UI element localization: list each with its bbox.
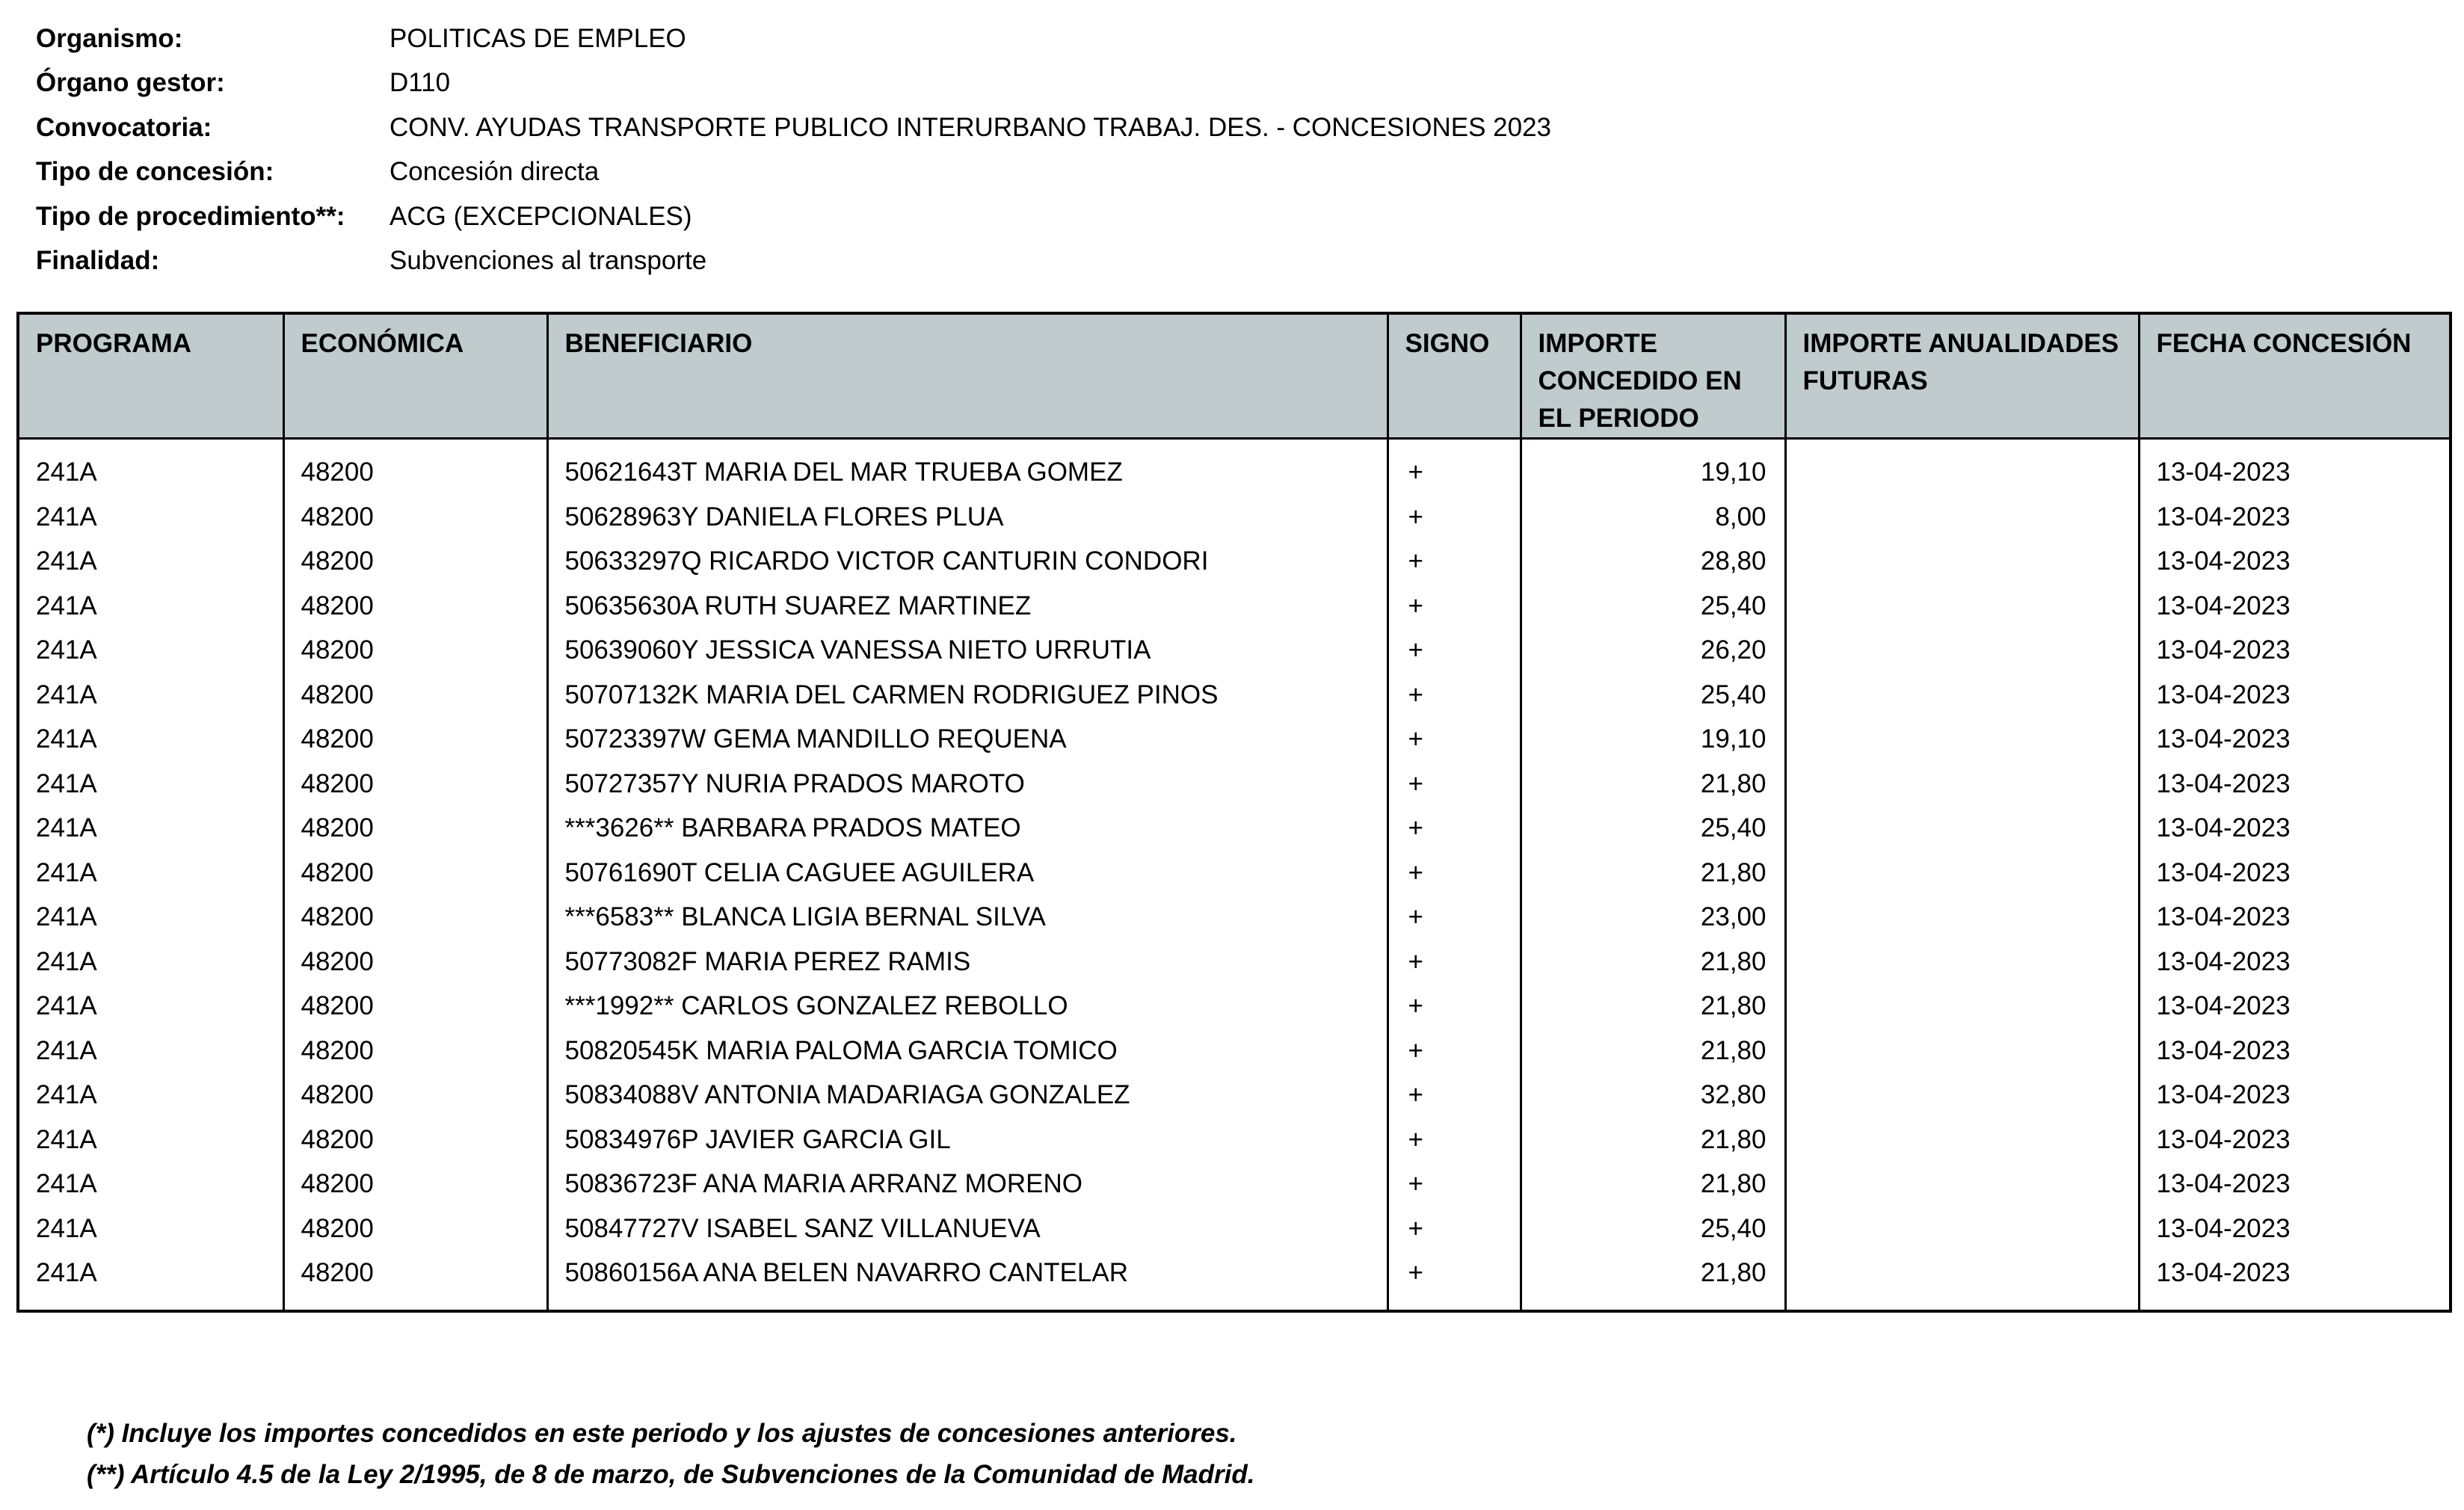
- cell-economica: 48200: [283, 539, 547, 584]
- cell-importe-futuras: [1785, 628, 2139, 673]
- cell-beneficiario: ***6583** BLANCA LIGIA BERNAL SILVA: [547, 895, 1387, 940]
- table-row: [18, 762, 2451, 807]
- cell-economica: 48200: [283, 628, 547, 673]
- cell-signo: +: [1387, 806, 1521, 851]
- table-row: [18, 439, 2451, 495]
- cell-fecha-concesion: 13-04-2023: [2139, 806, 2451, 851]
- cell-importe-futuras: [1785, 439, 2139, 495]
- header-row-finalidad: [36, 239, 1551, 284]
- cell-importe-futuras: [1785, 717, 2139, 762]
- cell-importe-concedido: 23,00: [1521, 895, 1785, 940]
- table-row: [18, 1162, 2451, 1207]
- cell-signo: +: [1387, 1029, 1521, 1073]
- cell-signo: +: [1387, 673, 1521, 718]
- table-row: [18, 1207, 2451, 1251]
- field-value: CONV. AYUDAS TRANSPORTE PUBLICO INTERURBANO TRABAJ. DES. - CONCESIONES 2023: [389, 112, 1552, 142]
- table-row: [18, 673, 2451, 718]
- cell-importe-futuras: [1785, 1029, 2139, 1073]
- cell-programa: 241A: [36, 857, 97, 887]
- cell-fecha-concesion: 13-04-2023: [2139, 1073, 2451, 1118]
- cell-importe-futuras: [1785, 539, 2139, 584]
- cell-economica: 48200: [283, 1251, 547, 1295]
- cell-importe-concedido: 21,80: [1521, 984, 1785, 1029]
- table-row: [18, 851, 2451, 896]
- cell-fecha-concesion: 13-04-2023: [2139, 717, 2451, 762]
- field-label: Tipo de procedimiento**:: [36, 201, 345, 231]
- cell-beneficiario: 50628963Y DANIELA FLORES PLUA: [547, 495, 1387, 540]
- footnotes: [87, 1413, 1254, 1495]
- table-row: [18, 584, 2451, 629]
- cell-beneficiario: 50834976P JAVIER GARCIA GIL: [547, 1118, 1387, 1162]
- cell-programa: 241A: [36, 591, 97, 620]
- cell-importe-concedido: 19,10: [1521, 717, 1785, 762]
- table-row: [18, 1118, 2451, 1162]
- cell-importe-futuras: [1785, 1118, 2139, 1162]
- cell-signo: +: [1387, 940, 1521, 984]
- cell-importe-futuras: [1785, 806, 2139, 851]
- cell-beneficiario: 50834088V ANTONIA MADARIAGA GONZALEZ: [547, 1073, 1387, 1118]
- footnote-importes: (*) Incluye los importes concedidos en este periodo y los ajustes de concesiones anteriores.: [87, 1419, 1237, 1448]
- table-row: [18, 1251, 2451, 1295]
- cell-fecha-concesion: 13-04-2023: [2139, 851, 2451, 896]
- cell-beneficiario: 50727357Y NURIA PRADOS MAROTO: [547, 762, 1387, 807]
- column-header-fecha-concesion: FECHA CONCESIÓN: [2139, 313, 2451, 439]
- table-row: [18, 895, 2451, 940]
- column-header-signo: SIGNO: [1387, 313, 1521, 439]
- cell-beneficiario: 50761690T CELIA CAGUEE AGUILERA: [547, 851, 1387, 896]
- cell-importe-futuras: [1785, 895, 2139, 940]
- cell-beneficiario: 50847727V ISABEL SANZ VILLANUEVA: [547, 1207, 1387, 1251]
- cell-fecha-concesion: 13-04-2023: [2139, 895, 2451, 940]
- cell-beneficiario: 50723397W GEMA MANDILLO REQUENA: [547, 717, 1387, 762]
- cell-fecha-concesion: 13-04-2023: [2139, 495, 2451, 540]
- table-row: [18, 539, 2451, 584]
- cell-signo: +: [1387, 495, 1521, 540]
- cell-economica: 48200: [283, 1162, 547, 1207]
- cell-importe-concedido: 21,80: [1521, 762, 1785, 807]
- cell-economica: 48200: [283, 1029, 547, 1073]
- cell-beneficiario: 50639060Y JESSICA VANESSA NIETO URRUTIA: [547, 628, 1387, 673]
- empty-cell: [18, 1295, 283, 1312]
- field-value: Concesión directa: [389, 157, 600, 187]
- cell-fecha-concesion: 13-04-2023: [2139, 762, 2451, 807]
- column-header-importe-futuras: IMPORTE ANUALIDADES FUTURAS: [1785, 313, 2139, 439]
- table-row: [18, 1073, 2451, 1118]
- field-value: ACG (EXCEPCIONALES): [389, 201, 692, 231]
- cell-fecha-concesion: 13-04-2023: [2139, 439, 2451, 495]
- cell-importe-futuras: [1785, 851, 2139, 896]
- cell-economica: 48200: [283, 1118, 547, 1162]
- cell-programa: 241A: [36, 1124, 97, 1154]
- cell-importe-futuras: [1785, 584, 2139, 629]
- cell-programa: 241A: [36, 991, 97, 1020]
- cell-programa: 241A: [36, 546, 97, 576]
- cell-economica: 48200: [283, 762, 547, 807]
- empty-cell: [1521, 1295, 1785, 1312]
- cell-signo: +: [1387, 1162, 1521, 1207]
- cell-importe-concedido: 25,40: [1521, 806, 1785, 851]
- field-label: Finalidad:: [36, 246, 160, 276]
- cell-programa: 241A: [36, 1213, 97, 1243]
- empty-cell: [2139, 1295, 2451, 1312]
- concessions-table-container: [16, 312, 2449, 1313]
- cell-economica: 48200: [283, 1207, 547, 1251]
- cell-signo: +: [1387, 628, 1521, 673]
- cell-programa: 241A: [36, 1080, 97, 1109]
- cell-importe-concedido: 21,80: [1521, 1162, 1785, 1207]
- cell-importe-futuras: [1785, 1251, 2139, 1295]
- cell-importe-concedido: 25,40: [1521, 584, 1785, 629]
- table-row: [18, 984, 2451, 1029]
- cell-programa: 241A: [36, 813, 97, 842]
- cell-importe-concedido: 28,80: [1521, 539, 1785, 584]
- cell-importe-futuras: [1785, 1162, 2139, 1207]
- header-row-tipo-concesion: [36, 150, 1551, 195]
- cell-programa: 241A: [36, 902, 97, 931]
- cell-signo: +: [1387, 1118, 1521, 1162]
- cell-programa: 241A: [36, 635, 97, 665]
- field-label: Órgano gestor:: [36, 68, 225, 98]
- cell-fecha-concesion: 13-04-2023: [2139, 584, 2451, 629]
- header-row-tipo-procedimiento: [36, 194, 1551, 239]
- cell-programa: 241A: [36, 1035, 97, 1065]
- cell-importe-concedido: 21,80: [1521, 1118, 1785, 1162]
- field-label: Tipo de concesión:: [36, 157, 274, 187]
- cell-economica: 48200: [283, 940, 547, 984]
- cell-economica: 48200: [283, 806, 547, 851]
- cell-signo: +: [1387, 895, 1521, 940]
- cell-economica: 48200: [283, 584, 547, 629]
- cell-programa: 241A: [36, 946, 97, 976]
- field-value: POLITICAS DE EMPLEO: [389, 23, 686, 53]
- cell-economica: 48200: [283, 673, 547, 718]
- field-label: Convocatoria:: [36, 112, 212, 142]
- cell-importe-concedido: 21,80: [1521, 1251, 1785, 1295]
- cell-importe-concedido: 19,10: [1521, 439, 1785, 495]
- column-header-programa: PROGRAMA: [18, 313, 283, 439]
- cell-signo: +: [1387, 539, 1521, 584]
- cell-signo: +: [1387, 1207, 1521, 1251]
- empty-cell: [1785, 1295, 2139, 1312]
- table-row: [18, 717, 2451, 762]
- cell-importe-concedido: 26,20: [1521, 628, 1785, 673]
- cell-fecha-concesion: 13-04-2023: [2139, 1029, 2451, 1073]
- cell-importe-concedido: 21,80: [1521, 1029, 1785, 1073]
- cell-importe-futuras: [1785, 1207, 2139, 1251]
- cell-fecha-concesion: 13-04-2023: [2139, 673, 2451, 718]
- cell-economica: 48200: [283, 439, 547, 495]
- cell-importe-futuras: [1785, 673, 2139, 718]
- table-row: [18, 495, 2451, 540]
- table-filler-row: [18, 1295, 2451, 1312]
- cell-beneficiario: 50820545K MARIA PALOMA GARCIA TOMICO: [547, 1029, 1387, 1073]
- cell-signo: +: [1387, 439, 1521, 495]
- cell-importe-futuras: [1785, 940, 2139, 984]
- table-header-row: [18, 313, 2451, 439]
- cell-fecha-concesion: 13-04-2023: [2139, 1118, 2451, 1162]
- cell-fecha-concesion: 13-04-2023: [2139, 1207, 2451, 1251]
- column-header-economica: ECONÓMICA: [283, 313, 547, 439]
- header-row-organismo: [36, 16, 1551, 61]
- cell-importe-concedido: 21,80: [1521, 940, 1785, 984]
- cell-economica: 48200: [283, 895, 547, 940]
- cell-fecha-concesion: 13-04-2023: [2139, 628, 2451, 673]
- cell-programa: 241A: [36, 680, 97, 709]
- document-header: [36, 16, 1551, 283]
- cell-importe-concedido: 25,40: [1521, 1207, 1785, 1251]
- cell-beneficiario: 50836723F ANA MARIA ARRANZ MORENO: [547, 1162, 1387, 1207]
- table-row: [18, 806, 2451, 851]
- cell-importe-futuras: [1785, 1073, 2139, 1118]
- cell-importe-concedido: 21,80: [1521, 851, 1785, 896]
- cell-fecha-concesion: 13-04-2023: [2139, 539, 2451, 584]
- cell-signo: +: [1387, 584, 1521, 629]
- empty-cell: [283, 1295, 547, 1312]
- cell-economica: 48200: [283, 717, 547, 762]
- cell-beneficiario: ***1992** CARLOS GONZALEZ REBOLLO: [547, 984, 1387, 1029]
- field-value: Subvenciones al transporte: [389, 246, 707, 276]
- cell-economica: 48200: [283, 495, 547, 540]
- cell-importe-futuras: [1785, 984, 2139, 1029]
- cell-beneficiario: 50707132K MARIA DEL CARMEN RODRIGUEZ PINOS: [547, 673, 1387, 718]
- cell-importe-concedido: 8,00: [1521, 495, 1785, 540]
- cell-signo: +: [1387, 717, 1521, 762]
- cell-beneficiario: 50860156A ANA BELEN NAVARRO CANTELAR: [547, 1251, 1387, 1295]
- field-value: D110: [389, 68, 451, 98]
- table-row: [18, 940, 2451, 984]
- cell-beneficiario: 50633297Q RICARDO VICTOR CANTURIN CONDORI: [547, 539, 1387, 584]
- cell-economica: 48200: [283, 984, 547, 1029]
- cell-programa: 241A: [36, 457, 97, 487]
- cell-beneficiario: ***3626** BARBARA PRADOS MATEO: [547, 806, 1387, 851]
- empty-cell: [1387, 1295, 1521, 1312]
- table-row: [18, 1029, 2451, 1073]
- cell-programa: 241A: [36, 1169, 97, 1198]
- cell-fecha-concesion: 13-04-2023: [2139, 940, 2451, 984]
- cell-signo: +: [1387, 1073, 1521, 1118]
- cell-programa: 241A: [36, 502, 97, 531]
- concessions-table: [16, 312, 2452, 1313]
- cell-signo: +: [1387, 762, 1521, 807]
- cell-economica: 48200: [283, 851, 547, 896]
- cell-beneficiario: 50635630A RUTH SUAREZ MARTINEZ: [547, 584, 1387, 629]
- cell-programa: 241A: [36, 1258, 97, 1287]
- cell-fecha-concesion: 13-04-2023: [2139, 1251, 2451, 1295]
- field-label: Organismo:: [36, 23, 183, 53]
- cell-programa: 241A: [36, 768, 97, 798]
- cell-importe-concedido: 25,40: [1521, 673, 1785, 718]
- cell-signo: +: [1387, 1251, 1521, 1295]
- column-header-beneficiario: BENEFICIARIO: [547, 313, 1387, 439]
- cell-signo: +: [1387, 851, 1521, 896]
- cell-fecha-concesion: 13-04-2023: [2139, 984, 2451, 1029]
- header-row-convocatoria: [36, 105, 1551, 150]
- table-row: [18, 628, 2451, 673]
- cell-importe-concedido: 32,80: [1521, 1073, 1785, 1118]
- header-row-organo-gestor: [36, 61, 1551, 106]
- footnote-ley: (**) Artículo 4.5 de la Ley 2/1995, de 8 de marzo, de Subvenciones de la Comunidad de Madrid.: [87, 1460, 1255, 1489]
- cell-beneficiario: 50621643T MARIA DEL MAR TRUEBA GOMEZ: [547, 439, 1387, 495]
- cell-importe-futuras: [1785, 762, 2139, 807]
- cell-importe-futuras: [1785, 495, 2139, 540]
- column-header-importe-concedido: IMPORTE CONCEDIDO EN EL PERIODO: [1521, 313, 1785, 439]
- cell-beneficiario: 50773082F MARIA PEREZ RAMIS: [547, 940, 1387, 984]
- cell-economica: 48200: [283, 1073, 547, 1118]
- cell-fecha-concesion: 13-04-2023: [2139, 1162, 2451, 1207]
- cell-programa: 241A: [36, 724, 97, 754]
- empty-cell: [547, 1295, 1387, 1312]
- cell-signo: +: [1387, 984, 1521, 1029]
